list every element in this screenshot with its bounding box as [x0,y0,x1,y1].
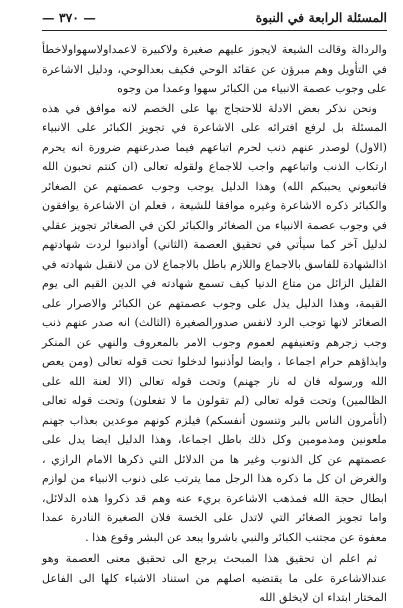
paragraph: ثم اعلم ان تحقيق هذا المبحث يرجع الى تحقيق معنى العصمة وهو عندالاشاعرة على ما يقتضيه اصلهم من استناد الاشياء كلها الى الفاعل المختار ابتداء ان لايخلق الله [42,552,387,604]
running-title: المسئلة الرابعة في النبوة [255,9,387,25]
header-rule [42,30,387,31]
page-body [42,40,387,608]
page-header [42,6,387,28]
page-number: — ٣٧٠ — [42,9,96,25]
paragraph: والردالة وقالت الشيعة لايجوز عليهم صغيرة ولاكبيرة لاعمداولاسهواولاخطأ في التأويل وهم مبرؤن عن عقائد الوحي فكيف بعدالوحي، ودليل الاشاعرة على وجوب عصمة الانبياء من الكبائر سهوا وعمدا من وجوه [42,43,387,95]
paragraph: ونحن نذكر بعض الادلة للاحتجاج بها على الخصم لانه موافق في هذه المسئلة بل لرفع افترائه على الاشاعرة في تجويز الكبائر على الانبياء (الاول) لوصدر عنهم ذنب لحرم اتباعهم فيما صدرعنهم ضرورة انه يحرم ارتكاب الذنب واتباعهم واجب للاجماع ولقوله تعالى (ان كنتم تحبون الله فاتبعوني يحببكم الله) وهذا الدليل يوجب وجوب عصمتهم عن الصغائر والكبائر ذكره الاشاعرة وغيره موافقا للشيعة ، فعلم ان الاشاعرة يوافقون في وجوب عصمة الانبياء من الصغائر والكبائر لكن في الصغائر تجويز عقلي لدليل آخر كما سيأتي في تحقيق العصمة (الثاني) أواذنبوا لردت شهادتهم اذالشهادة للفاسق بالاجماع واللازم باطل بالاجماع لان من لانقبل شهادته في القليل الزائل من متاع الدنيا كيف تسمع شهادته في الدين القيم الى يوم القيمة، وهذا الدليل يدل على وجوب عصمتهم عن الكبائر والاصرار على الصغائر لانها توجب الرد لانفس صدورالصغيرة (الثالث) انه صدر عنهم ذنب وجب زجرهم وتعنيفهم لعموم وجوب الامر بالمعروف والنهي عن المنكر وايذاؤهم حرام اجماعا ، وايضا لوأذنبوا لدخلوا تحت قوله تعالى (ومن يعص الله ورسوله فان له نار جهنم) وتحت قوله تعالى (الا لعنة الله على الظالمين) وتحت قوله تعالى (لم تقولون ما لا تفعلون) وتحت قوله تعالى (أتأمرون الناس بالبر وتنسون أنفسكم) فيلزم كونهم موعدين بعذاب جهنم ملعونين ومذمومين وكل ذلك باطل اجماعا، وهذا الدليل ايضا يدل على عصمتهم عن كل الذنوب وغير ها من الدلائل التي ذكرها الامام الرازي ، والغرض ان كل ما ذكره هذا الرجل مما يترتب على ذنوب الانبياء من لوازم ابطال حجة الله فمذهب الاشاعرة بريء عنه وهم قد ذكروا هذه الدلائل، واما تجويز الصغائر التي لاتدل على الخسة فلان الصغيرة النادرة عمدا معفوة عن مجتنب الكبائر والنبي باشروا يبعد عن البشر وقوع هذا . [42,101,387,544]
